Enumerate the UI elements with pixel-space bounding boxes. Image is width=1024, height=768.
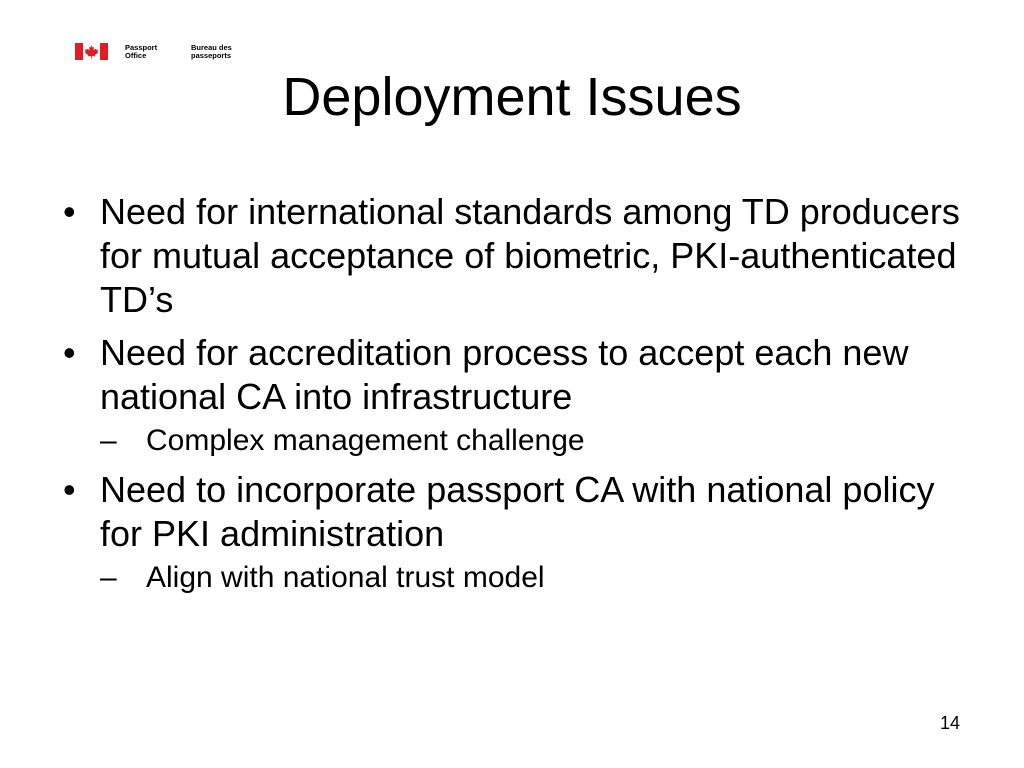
bullet-text: Need to incorporate passport CA with national policy for PKI administration (100, 469, 935, 554)
sub-bullet-item (100, 423, 960, 459)
canada-flag-icon (75, 43, 108, 60)
bullet-marker: • (63, 469, 76, 510)
sub-bullet-marker: – (100, 561, 117, 594)
sub-bullet-text: Align with national trust model (146, 561, 545, 594)
logo-text-french: Bureau des passeports (191, 43, 232, 60)
bullet-list (60, 190, 960, 605)
sub-bullet-marker: – (100, 424, 117, 457)
bullet-item (60, 190, 960, 322)
logo-text-english: Passport Office (125, 43, 158, 60)
bullet-text: Need for international standards among TD producers for mutual acceptance of biometric, PKI-authenticated TD’s (100, 191, 960, 320)
bullet-item (60, 468, 960, 596)
passport-office-logo (75, 43, 232, 60)
sub-bullet-list (100, 423, 960, 459)
bullet-text: Need for accreditation process to accept each new national CA into infrastructure (100, 332, 909, 417)
page-number: 14 (939, 713, 960, 733)
sub-bullet-text: Complex management challenge (146, 424, 585, 457)
slide-title-text: Deployment Issues (282, 67, 742, 127)
bullet-marker: • (63, 191, 76, 232)
slide-title (0, 64, 1024, 130)
bullet-marker: • (63, 332, 76, 373)
sub-bullet-list (100, 560, 960, 596)
bullet-item (60, 331, 960, 459)
sub-bullet-item (100, 560, 960, 596)
